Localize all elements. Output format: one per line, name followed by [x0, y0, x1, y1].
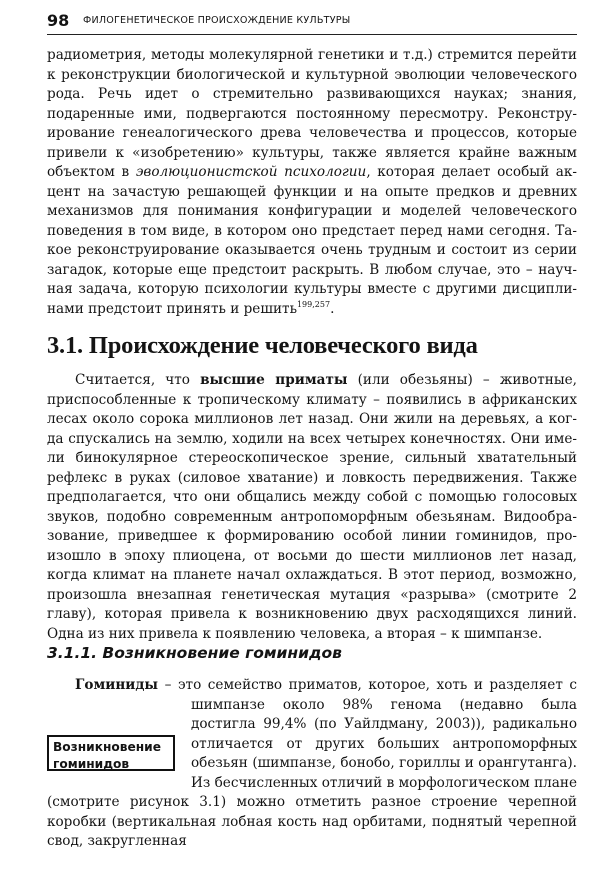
running-title: ФИЛОГЕНЕТИЧЕСКОЕ ПРОИСХОЖДЕНИЕ КУЛЬТУРЫ	[83, 15, 351, 26]
paragraph-text: Считается, что	[75, 372, 201, 388]
page-number: 98	[47, 11, 70, 30]
paragraph-primates	[47, 371, 577, 644]
paragraph-text: радиометрия, методы молекулярной генетики и т.д.) стремится перейти к реконструкции биологической и культурной эволюции человеческого рода. Речь идет о стремительно развивающихся науках; знания, подаренные ими, подвергаются постоянному пересмотру. Реконструирование генеалогического древа человечества и процессов, которые привели к «изобретению» культуры, также является крайне важным объектом в	[47, 47, 577, 180]
paragraph-text: , которая делает особый акцент на зачастую решающей функции и на опыте предков и древних механизмов для понимания конфигурации и моделей человеческого поведения в том виде, в котором оно предстает перед нами сегодня. Такое реконструирование оказывается очень трудным и состоит из серии загадок, которые еще предстоит раскрыть. В любом случае, это – научная задача, которую психологии культуры вместе с другими дисциплинами предстоит принять и решить	[47, 164, 577, 317]
running-head	[47, 10, 577, 35]
bold-term: высшие приматы	[200, 372, 348, 388]
subsection-heading: 3.1.1. Возникновение гоминидов	[47, 644, 342, 662]
paragraph-text: (или обезьяны) – животные, приспособленные к тропическому климату – появились в африканских лесах около сорока миллионов лет назад. Они жили на деревьях, а когда спускались на землю, ходили на всех четырех конечностях. Они имели бинокулярное стереоскопическое зрение, сильный хватательный рефлекс в руках (силовое хватание) и ловкость передвижения. Также предполагается, что они общались между собой с помощью голосовых звуков, подобно современным антропоморфным обезьянам. Видообразование, приведшее к формированию особой линии гоминидов, произошло в эпоху плиоцена, от восьми до шести миллионов лет назад, когда климат на планете начал охлаждаться. В этот период, возможно, произошла внезапная генетическая мутация «разрыва» (смотрите 2 главу), которая привела к возникновению двух расходящихся линий. Одна из них привела к появлению человека, а вторая – к шимпанзе.	[47, 372, 577, 642]
paragraph-text: – это семейство приматов, которое, хоть и разделяет с шимпанзе около 98% генома (недавно была достигла 99,4% (по Уайлдману, 2003)), радикально отличается от других больших антропоморфных обезьян (шимпанзе, бонобо, гориллы и орангутанга). Из бесчисленных отличий в морфологическом плане (смотрите рисунок 3.1) можно отметить разное строение черепной коробки (вертикальная лобная кость над орбитами, поднятый черепной свод, закругленная	[47, 677, 577, 849]
section-heading: 3.1. Происхождение человеческого вида	[47, 332, 478, 359]
bold-term: Гоминиды	[75, 677, 159, 693]
sidenote-box	[47, 735, 175, 771]
citation-reference: 199,257	[296, 299, 331, 309]
sidenote-line: Возникновение	[53, 740, 161, 754]
paragraph-end: .	[330, 300, 335, 317]
sidenote-line: гоминидов	[53, 757, 130, 771]
emphasis-term: эволюционистской психологии	[135, 164, 367, 180]
paragraph-intro	[47, 46, 577, 319]
